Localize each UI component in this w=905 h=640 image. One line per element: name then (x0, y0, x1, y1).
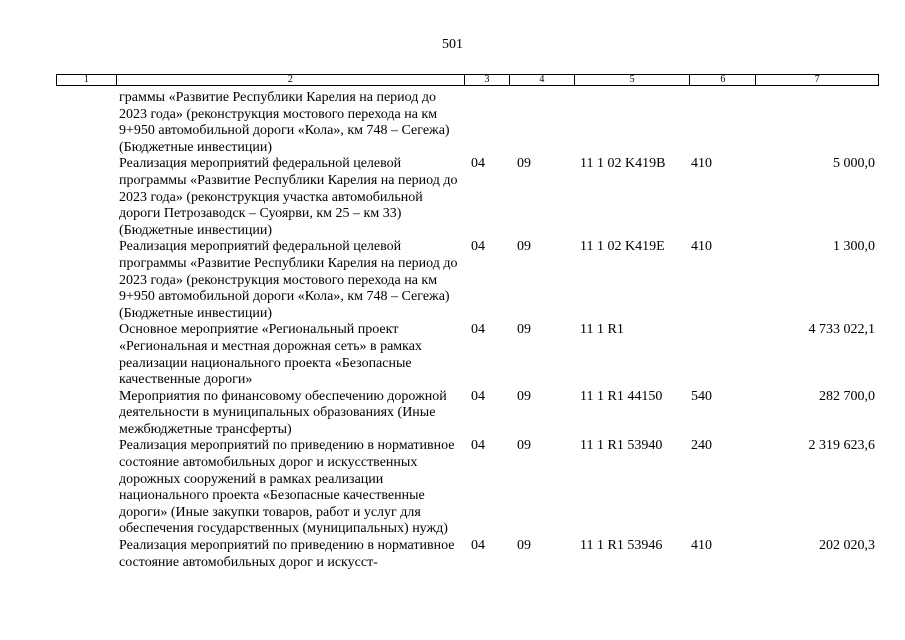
row-expense-type: 410 (691, 156, 712, 172)
header-cell-5: 5 (575, 75, 691, 85)
table-row (0, 389, 905, 439)
row-target-code: 11 1 R1 44150 (580, 388, 663, 404)
row-amount: 282 700,0 (819, 388, 875, 404)
row-amount: 4 733 022,1 (808, 322, 875, 338)
row-description: граммы «Развитие Республики Карелия на период до 2023 года» (реконструкция мостового перехода на км 9+950 автомобильной дороги «Кола», км 748 – Сегежа) (Бюджетные инвестиции) (119, 90, 450, 155)
row-description: Реализация мероприятий по приведению в нормативное состояние автомобильных дорог и искусст- (119, 538, 455, 570)
row-target-code: 11 1 R1 (580, 322, 624, 338)
row-description: Мероприятия по финансовому обеспечению дорожной деятельности в муниципальных образованиях (Иные межбюджетные трансферты) (119, 388, 447, 437)
row-amount: 202 020,3 (819, 538, 875, 554)
row-section: 04 (471, 538, 485, 554)
row-expense-type: 410 (691, 239, 712, 255)
row-target-code: 11 1 02 K419E (580, 239, 665, 255)
table-row (0, 438, 905, 538)
header-cell-1: 1 (57, 75, 117, 85)
row-description: Реализация мероприятий федеральной целевой программы «Развитие Республики Карелия на период до 2023 года» (реконструкция мостового перехода на км 9+950 автомобильной дороги «Кола», км 748 – Сегежа) (Бюджетные инвестиции) (119, 239, 458, 321)
row-description: Реализация мероприятий по приведению в нормативное состояние автомобильных дорог и искусственных дорожных сооружений в рамках реализации национального проекта «Безопасные качественные дороги» (Иные закупки товаров, работ и услуг для обеспечения государственных (муниципальных) нужд) (119, 438, 455, 537)
header-cell-3: 3 (465, 75, 510, 85)
row-subsection: 09 (517, 438, 531, 454)
header-cell-2: 2 (117, 75, 465, 85)
row-expense-type: 410 (691, 538, 712, 554)
header-cell-7: 7 (814, 74, 820, 85)
table-body (0, 90, 905, 571)
page-number: 501 (442, 37, 463, 52)
row-target-code: 11 1 R1 53946 (580, 538, 663, 554)
row-target-code: 11 1 R1 53940 (580, 438, 663, 454)
row-subsection: 09 (517, 322, 531, 338)
table-row (0, 239, 905, 322)
row-amount: 1 300,0 (833, 239, 875, 255)
row-expense-type: 540 (691, 388, 712, 404)
row-expense-type: 240 (691, 438, 712, 454)
table-row (0, 538, 905, 571)
table-row (0, 322, 905, 388)
header-cell-6: 6 (690, 75, 756, 85)
row-subsection: 09 (517, 156, 531, 172)
row-section: 04 (471, 388, 485, 404)
table-row (0, 156, 905, 239)
row-description: Реализация мероприятий федеральной целевой программы «Развитие Республики Карелия на период до 2023 года» (реконструкция участка автомобильной дороги Петрозаводск – Суоярви, км 25 – км 33) (Бюджетные инвестиции) (119, 156, 458, 238)
row-section: 04 (471, 156, 485, 172)
row-amount: 5 000,0 (833, 156, 875, 172)
row-description: Основное мероприятие «Региональный проект «Региональная и местная дорожная сеть» в рамках реализации национального проекта «Безопасные качественные дороги» (119, 322, 422, 388)
row-subsection: 09 (517, 388, 531, 404)
table-row (0, 90, 905, 156)
row-subsection: 09 (517, 538, 531, 554)
row-section: 04 (471, 239, 485, 255)
row-amount: 2 319 623,6 (808, 438, 875, 454)
table-header-row (56, 74, 879, 86)
row-section: 04 (471, 438, 485, 454)
header-cell-4: 4 (510, 75, 575, 85)
row-subsection: 09 (517, 239, 531, 255)
row-target-code: 11 1 02 K419B (580, 156, 666, 172)
row-section: 04 (471, 322, 485, 338)
